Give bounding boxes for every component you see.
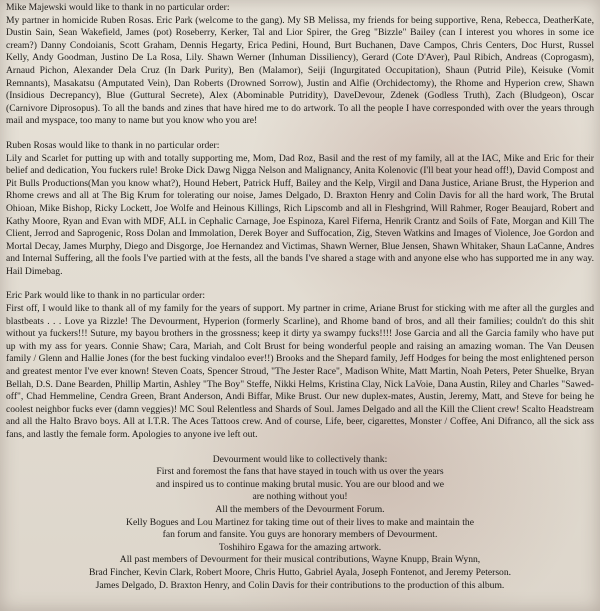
mike-thanks-section (6, 2, 594, 128)
devourment-thanks-line: Kelly Bogues and Lou Martinez for taking time out of their lives to make and maintain the (126, 516, 474, 528)
section-spacer (6, 128, 594, 140)
devourment-thanks-heading: Devourment would like to collectively thank: (212, 453, 388, 465)
section-spacer (6, 442, 594, 454)
devourment-thanks-line: are nothing without you! (252, 491, 348, 503)
ruben-thanks-body: Lily and Scarlet for putting up with and totally supporting me, Mom, Dad Roz, Basil and the rest of my family, all at the IAC, Mike and Eric for their belief and dedication, You fuckers rule! Broke Dick Dawg Nigga Nelson and Malignancy, Anita Kolenovic (I'll beat your head off!), David Compost and Pit Bulls Productions(Man you know what?), Hound Hebert, Patrick Huff, Bailey and the Kelp, Virgil and Dana Justice, Ariane Brust, the Hyperion and Rhome crews and all at The Big Krum for tolerating our noise, James Delgado, D. Braxton Henry and Colin Davis for all the hard work, The Brutal Ohioan, Mike Bishop, Ricky Lockett, Joe Wolfe and Heinous Killings, Rich Lipscomb and all in Fleshgrind, Will Rahmer, Roger Beaujard, Robert and Kathy Moore, Ryan and Evan with MDF, ALL in Cephalic Carnage, Joe Espinoza, Karel Fiferna, Henrik Crantz and Soils of Fate, Morgan and Kill The Client, Jerrod and Saprogenic, Ross Dolan and Immolation, Derek Boyer and Suffocation, Zig, Steven Watkins and Images of Violence, Joe Gordon and Mortal Decay, James Murphy, Diego and Disgorge, Joe Hernandez and Victimas, Shawn Werner, Blue Jensen, Shawn Whitaker, Shaun LaCanne, Andres and Internal Suffering, all the fools I've partied with at the fests, all the bands I've shared a stage with and anyone else who has supported me in any way. Hail Dimebag. (6, 152, 594, 277)
devourment-thanks-section (6, 454, 594, 593)
ruben-thanks-heading: Ruben Rosas would like to thank in no particular order: (6, 139, 220, 151)
devourment-thanks-line: Brad Fincher, Kevin Clark, Robert Moore, Chris Hutto, Gabriel Ayala, Joseph Fontenot, and Jeremy Peterson. (88, 566, 512, 578)
devourment-thanks-line: All past members of Devourment for their musical contributions, Wayne Knupp, Brain Wynn, (119, 554, 481, 566)
eric-thanks-body: First off, I would like to thank all of my family for the years of support. My partner in crime, Ariane Brust for sticking with me after all the gurgles and blastbeats . . . Love ya Rizzle! The Devourment, Hyperion (formerly Scarline), and Rhome band of bros, and all their families; couldn't do this shit without ya fuckers!!! Suture, my bayou brothers in the grossness; keep it dirty ya swampy fucks!!!! Jose Garcia and all the Garcia family who have put up with my ass for years. Connie Shaw; Cara, Mariah, and Colt Brust for being wonderful people and raising an amazing woman. The Van Deusen family / Glenn and Hallie Jones (for the best fucking vindaloo ever!!) Brooks and the Shepard family, Jeff Hodges for being the most enlightened person and greatest mentor I've ever known! Steven Coats, Spencer Stroud, "The Jester Race", Madison White, Matt Martin, Noah Peters, Peter Shuelke, Bryan Bellah, D.S. Dane Bearden, Phillip Martin, Ashley "The Boy" Steffe, Nikki Helms, Kristina Clay, Nick LaVoie, Dana Austin, Riley and Charles "Sawed-off", Chad Hemmeline, Cendra Green, Brant Anderson, Andi Biffar, Mike Brust. Our new duplex-mates, Austin, Jeremy, Matt, and Steve for being he coolest neighbor fucks ever (damn veggies)! MC Soul Relentless and Shards of Soul. James Delgado and all the Kill the Client crew! Scalto Headstream and all the Halto Bravo boys. All at I.T.R. The Aces Tattoos crew. And of course, Life, beer, cigarettes, Monster / Coffee, Ani Difranco, all the sick ass fans, and lastly the female form. Apologies to anyone ive left out. (6, 303, 594, 440)
ruben-thanks-section (6, 140, 594, 279)
devourment-thanks-line: All the members of the Devourment Forum. (215, 503, 385, 515)
mike-thanks-body: My partner in homicide Ruben Rosas. Eric Park (welcome to the gang). My SB Melissa, my friends for being supportive, Rena, Rebecca, DeatherKate, Dustin Sain, Sean Wakefield, James (pot) Roseberry, Kerker, Tal and Lior Spirer, the Greg "Bizzle" Bailey (can I interest you whores in some ice cream?) Danny Condoianis, Scott Graham, Dennis Hegarty, Erica Pedini, Hound, Burt Buchanen, Dave Campos, Chris Centers, Doc Hurst, Russel Kelly, Andy Goodman, Justino De La Rosa, Lily. Shawn Werner (Inhuman Dissiliency), Gerard (Cote D'Aver), Paul Ribich, Andreas (Coprogasm), Arnaud Pichon, Alexander Dela Cruz (In Dark Purity), Ben (Malamor), Seiji (Ingurgitated Occupitation), Shaun (Putrid Pile), Keisuke (Vomit Remnants), Masakatsu (Amputated Vein), Dan Roberts (Drowned Sorrow), Justin and Alfie (Orchidectomy), the Rhome and Hyperion crew, Shawn (Insidious Decrepancy), Blue (Guttural Secrete), Alex (Abominable Putridity), DaveDevour, Zdenek (Godless Truth), Zach (Bludgeon), Oscar (Carnivore Diprosopus). To all the bands and zines that have hired me to do artwork. To all the people I have corresponded with over the years through mail and myspace, too many to name but you know who you are! (6, 14, 594, 127)
devourment-thanks-line: Toshihiro Egawa for the amazing artwork. (218, 541, 382, 553)
section-spacer (6, 278, 594, 290)
eric-thanks-section (6, 290, 594, 441)
devourment-thanks-line: and inspired us to continue making brutal music. You are our blood and we (155, 478, 445, 490)
devourment-thanks-line: fan forum and fansite. You guys are honorary members of Devourment. (162, 529, 438, 541)
eric-thanks-heading: Eric Park would like to thank in no particular order: (6, 290, 206, 302)
mike-thanks-heading: Mike Majewski would like to thank in no particular order: (6, 2, 230, 13)
devourment-thanks-line: First and foremost the fans that have stayed in touch with us over the years (156, 466, 444, 478)
devourment-thanks-line: James Delgado, D. Braxton Henry, and Colin Davis for their contributions to the production of this album. (95, 579, 505, 591)
